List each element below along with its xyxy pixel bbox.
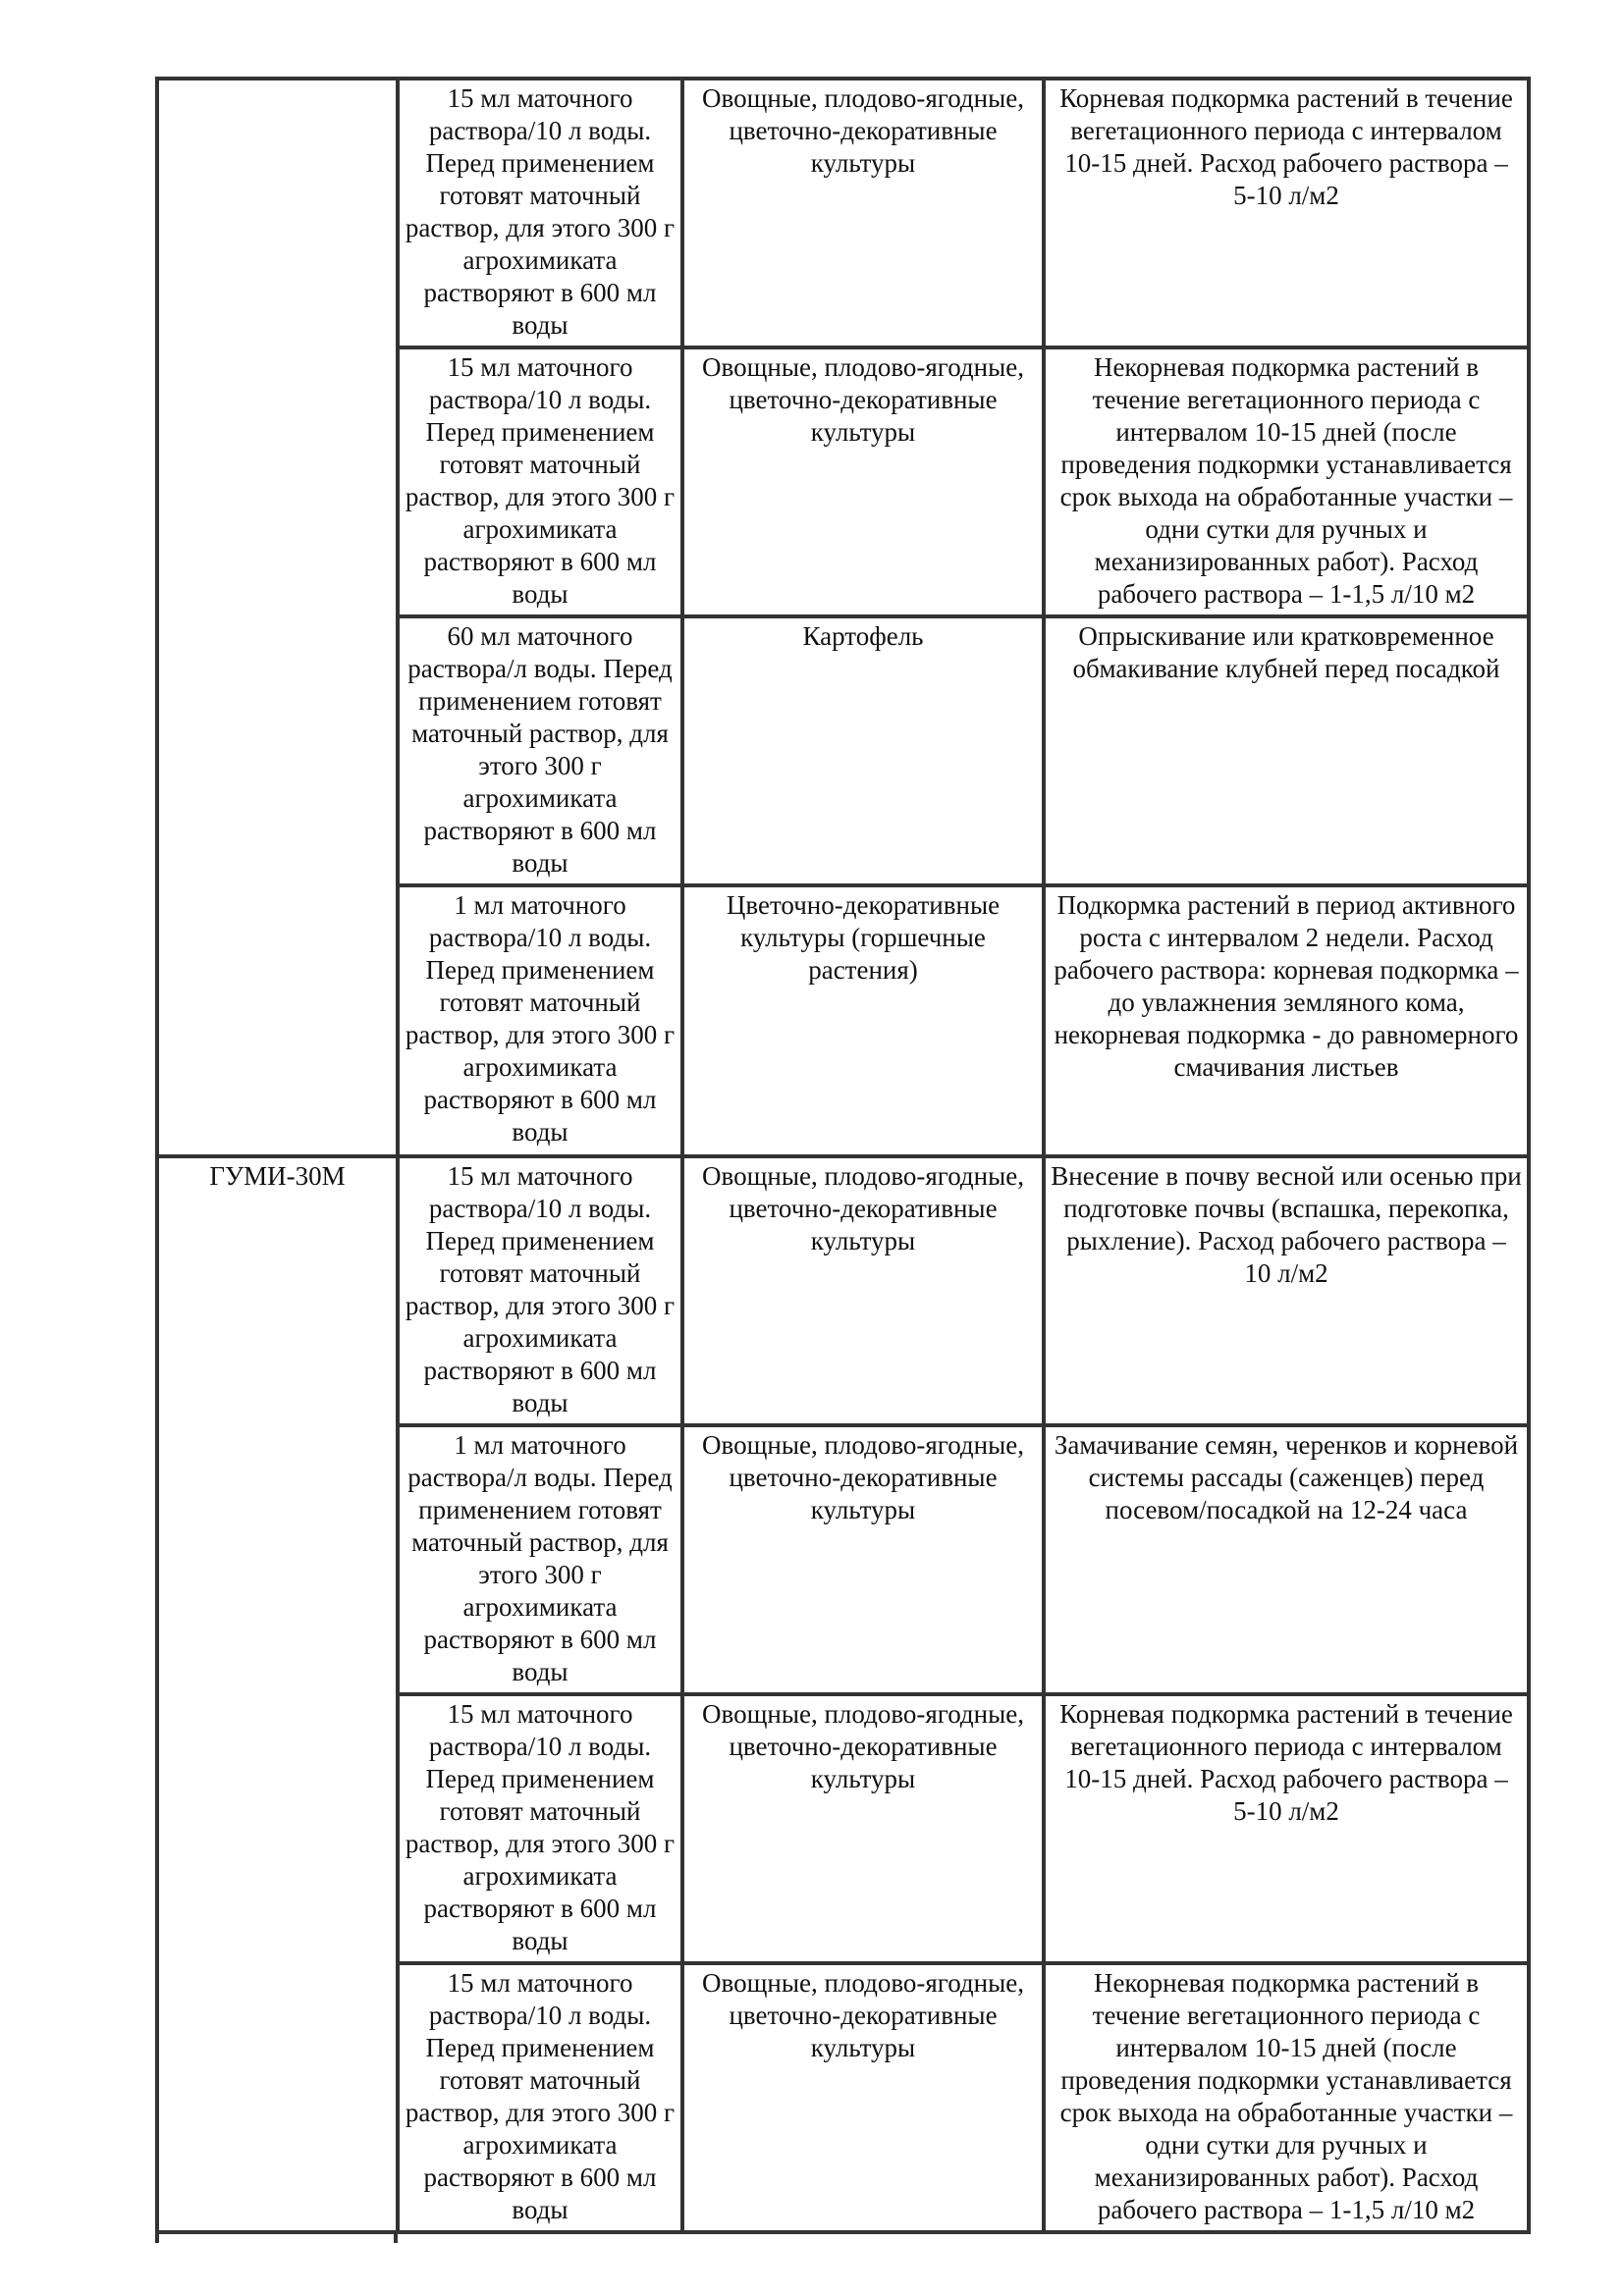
page-break-border-stub — [155, 2234, 159, 2243]
cultures-cell: Овощные, плодово-ягодные, цветочно-декоративные культуры — [682, 1963, 1044, 2232]
application-cell: Замачивание семян, черенков и корневой системы рассады (саженцев) перед посевом/посадкой на 12-24 часа — [1044, 1425, 1529, 1694]
agrochemical-application-table-fragment — [155, 77, 1527, 2234]
page-break-border-stub — [394, 2234, 398, 2243]
application-cell: Опрыскивание или кратковременное обмакивание клубней перед посадкой — [1044, 616, 1529, 885]
application-cell: Корневая подкормка растений в течение вегетационного периода с интервалом 10-15 дней. Расход рабочего раствора – 5-10 л/м2 — [1044, 1694, 1529, 1963]
dosage-cell: 15 мл маточного раствора/10 л воды. Перед применением готовят маточный раствор, для этого 300 г агрохимиката растворяют в 600 мл воды — [398, 1963, 682, 2232]
application-cell: Подкормка растений в период активного роста с интервалом 2 недели. Расход рабочего раствора: корневая подкормка – до увлажнения земляного кома, некорневая подкормка - до равномерного смачивания листьев — [1044, 885, 1529, 1156]
cultures-cell: Овощные, плодово-ягодные, цветочно-декоративные культуры — [682, 1425, 1044, 1694]
cultures-cell: Овощные, плодово-ягодные, цветочно-декоративные культуры — [682, 1156, 1044, 1425]
application-cell: Некорневая подкормка растений в течение вегетационного периода с интервалом 10-15 дней (после проведения подкормки устанавливается срок выхода на обработанные участки – одни сутки для ручных и механизированных работ). Расход рабочего раствора – 1-1,5 л/10 м2 — [1044, 347, 1529, 616]
application-table — [155, 77, 1531, 2234]
dosage-cell: 15 мл маточного раствора/10 л воды. Перед применением готовят маточный раствор, для этого 300 г агрохимиката растворяют в 600 мл воды — [398, 1156, 682, 1425]
table-row — [157, 79, 1529, 347]
dosage-cell: 1 мл маточного раствора/л воды. Перед применением готовят маточный раствор, для этого 300 г агрохимиката растворяют в 600 мл воды — [398, 1425, 682, 1694]
cultures-cell: Овощные, плодово-ягодные, цветочно-декоративные культуры — [682, 79, 1044, 347]
cultures-cell: Овощные, плодово-ягодные, цветочно-декоративные культуры — [682, 1694, 1044, 1963]
table-row — [157, 1156, 1529, 1425]
cultures-cell: Овощные, плодово-ягодные, цветочно-декоративные культуры — [682, 347, 1044, 616]
application-cell: Внесение в почву весной или осенью при подготовке почвы (вспашка, перекопка, рыхление). Расход рабочего раствора – 10 л/м2 — [1044, 1156, 1529, 1425]
dosage-cell: 15 мл маточного раствора/10 л воды. Перед применением готовят маточный раствор, для этого 300 г агрохимиката растворяют в 600 мл воды — [398, 1694, 682, 1963]
dosage-cell: 60 мл маточного раствора/л воды. Перед применением готовят маточный раствор, для этого 300 г агрохимиката растворяют в 600 мл воды — [398, 616, 682, 885]
product-cell-gumi-30m: ГУМИ-30М — [157, 1156, 398, 2232]
application-cell: Корневая подкормка растений в течение вегетационного периода с интервалом 10-15 дней. Расход рабочего раствора – 5-10 л/м2 — [1044, 79, 1529, 347]
cultures-cell: Картофель — [682, 616, 1044, 885]
cultures-cell: Цветочно-декоративные культуры (горшечные растения) — [682, 885, 1044, 1156]
dosage-cell: 1 мл маточного раствора/10 л воды. Перед применением готовят маточный раствор, для этого 300 г агрохимиката растворяют в 600 мл воды — [398, 885, 682, 1156]
dosage-cell: 15 мл маточного раствора/10 л воды. Перед применением готовят маточный раствор, для этого 300 г агрохимиката растворяют в 600 мл воды — [398, 347, 682, 616]
product-cell-continued — [157, 79, 398, 1156]
dosage-cell: 15 мл маточного раствора/10 л воды. Перед применением готовят маточный раствор, для этого 300 г агрохимиката растворяют в 600 мл воды — [398, 79, 682, 347]
application-cell: Некорневая подкормка растений в течение вегетационного периода с интервалом 10-15 дней (после проведения подкормки устанавливается срок выхода на обработанные участки – одни сутки для ручных и механизированных работ). Расход рабочего раствора – 1-1,5 л/10 м2 — [1044, 1963, 1529, 2232]
